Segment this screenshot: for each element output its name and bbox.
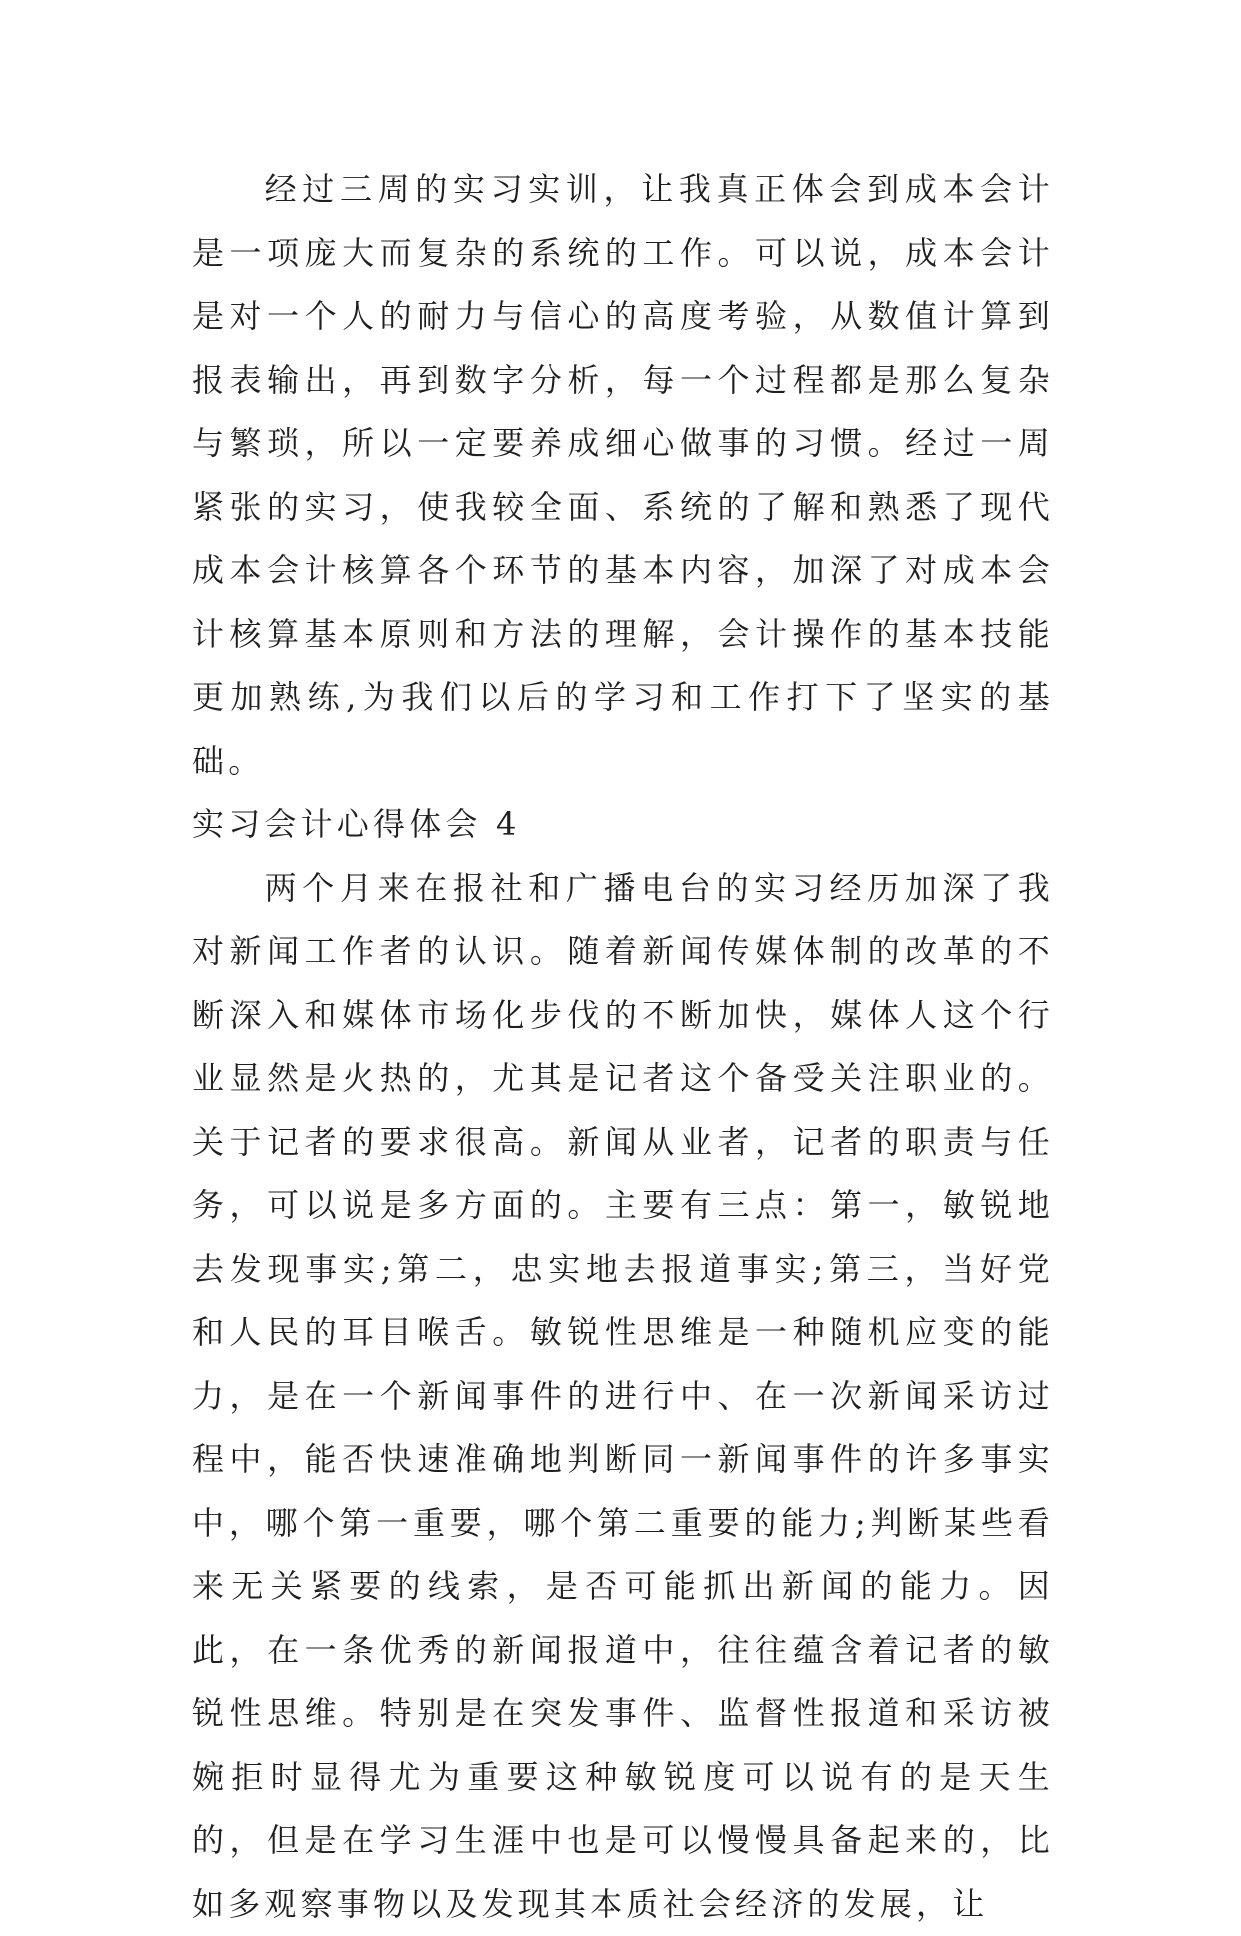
paragraph-journalism-internship: 两个月来在报社和广播电台的实习经历加深了我对新闻工作者的认识。随着新闻传媒体制的改革的不断深入和媒体市场化步伐的不断加快，媒体人这个行业显然是火热的，尤其是记者这个备受关注职业的。关于记者的要求很高。新闻从业者，记者的职责与任务，可以说是多方面的。主要有三点：第一，敏锐地去发现事实;第二，忠实地去报道事实;第三，当好党和人民的耳目喉舌。敏锐性思维是一种随机应变的能力，是在一个新闻事件的进行中、在一次新闻采访过程中，能否快速准确地判断同一新闻事件的许多事实中，哪个第一重要，哪个第二重要的能力;判断某些看来无关紧要的线索，是否可能抓出新闻的能力。因此，在一条优秀的新闻报道中，往往蕴含着记者的敏锐性思维。特别是在突发事件、监督性报道和采访被婉拒时显得尤为重要这种敏锐度可以说有的是天生的，但是在学习生涯中也是可以慢慢具备起来的，比如多观察事物以及发现其本质社会经济的发展，让 bbox=[192, 857, 1054, 1936]
section-heading: 实习会计心得体会 4 bbox=[192, 793, 1054, 857]
paragraph-cost-accounting-summary: 经过三周的实习实训，让我真正体会到成本会计是一项庞大而复杂的系统的工作。可以说，成本会计是对一个人的耐力与信心的高度考验，从数值计算到报表输出，再到数字分析，每一个过程都是那么复杂与繁琐，所以一定要养成细心做事的习惯。经过一周紧张的实习，使我较全面、系统的了解和熟悉了现代成本会计核算各个环节的基本内容，加深了对成本会计核算基本原则和方法的理解，会计操作的基本技能更加熟练,为我们以后的学习和工作打下了坚实的基础。 bbox=[192, 158, 1054, 793]
document-body bbox=[192, 158, 1054, 1936]
